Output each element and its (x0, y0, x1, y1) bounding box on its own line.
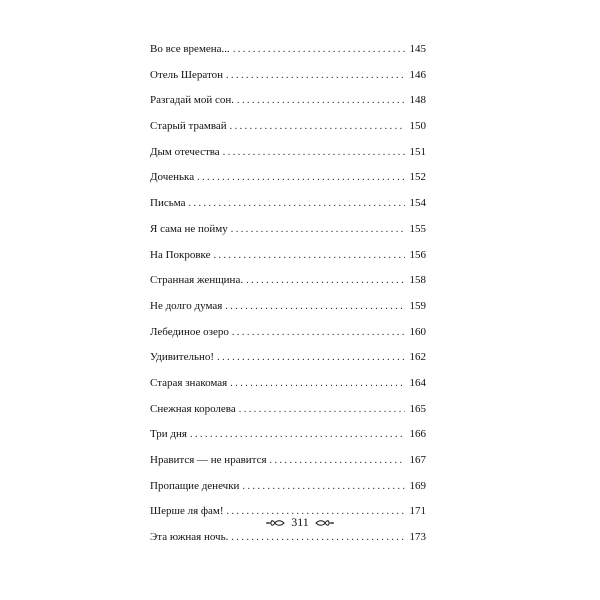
toc-entry-page: 148 (409, 94, 426, 107)
toc-entry-page: 159 (409, 299, 426, 312)
toc-entry-title: Лебединое озеро (150, 325, 229, 338)
toc-entry-page: 167 (409, 454, 426, 466)
toc-entry-page: 146 (409, 68, 426, 81)
dot-leader (230, 114, 405, 140)
toc-entry (150, 63, 426, 89)
page-footer (0, 515, 600, 530)
toc-entry-title: Шерше ля фам! (150, 505, 224, 518)
toc-entry-page: 145 (409, 43, 426, 55)
toc-entry-title: Три дня (150, 428, 187, 441)
page-number: 311 (291, 515, 309, 529)
fleuron-left-icon (265, 518, 285, 528)
toc-entry-page: 154 (409, 197, 426, 210)
dot-leader (214, 243, 405, 269)
dot-leader (189, 191, 406, 217)
toc-entry-page: 171 (409, 505, 426, 518)
toc-entry-page: 165 (409, 402, 426, 415)
dot-leader (230, 371, 405, 397)
toc-entry (150, 88, 426, 114)
toc-entry-title: Нравится — не нравится (150, 454, 267, 466)
dot-leader (239, 397, 405, 423)
table-of-contents (150, 37, 426, 551)
toc-entry-page: 158 (409, 274, 426, 287)
toc-entry-title: Во все времена... (150, 43, 230, 55)
toc-entry-page: 164 (409, 376, 426, 389)
toc-entry-page: 162 (409, 351, 426, 364)
dot-leader (270, 448, 405, 474)
toc-entry (150, 345, 426, 371)
toc-entry-page: 173 (409, 531, 426, 544)
toc-entry-title: Странная женщина. (150, 274, 244, 287)
toc-entry-page: 169 (409, 479, 426, 492)
toc-entry-title: Старая знакомая (150, 376, 228, 389)
dot-leader (225, 294, 405, 320)
toc-entry-title: Удивительно! (150, 351, 215, 364)
dot-leader (246, 268, 405, 294)
toc-entry-title: Снежная королева (150, 402, 236, 415)
fleuron-right-icon (315, 518, 335, 528)
toc-entry-page: 166 (409, 428, 426, 441)
toc-entry-title: Дым отечества (150, 145, 220, 158)
toc-entry-page: 155 (409, 222, 426, 235)
toc-entry-title: Письма (150, 197, 186, 210)
toc-entry (150, 397, 426, 423)
toc-entry-title: Пропащие денечки (150, 479, 240, 492)
toc-entry (150, 217, 426, 243)
dot-leader (217, 345, 405, 371)
dot-leader (232, 320, 405, 346)
toc-entry-page: 152 (409, 171, 426, 184)
toc-entry (150, 37, 426, 63)
toc-entry (150, 320, 426, 346)
toc-entry (150, 422, 426, 448)
dot-leader (242, 474, 405, 500)
toc-entry-page: 160 (409, 325, 426, 338)
toc-entry (150, 191, 426, 217)
toc-entry (150, 448, 426, 474)
dot-leader (237, 88, 405, 114)
dot-leader (197, 165, 405, 191)
toc-entry (150, 294, 426, 320)
dot-leader (233, 37, 405, 63)
toc-entry-title: Старый трамвай (150, 120, 227, 133)
dot-leader (223, 140, 405, 166)
toc-entry (150, 165, 426, 191)
toc-entry (150, 140, 426, 166)
toc-entry-title: Разгадай мой сон. (150, 94, 234, 107)
dot-leader (231, 217, 405, 243)
toc-entry-title: Не долго думая (150, 299, 223, 312)
toc-entry-page: 156 (409, 248, 426, 261)
toc-entry-title: На Покровке (150, 248, 211, 261)
toc-entry-page: 151 (409, 145, 426, 158)
toc-entry (150, 474, 426, 500)
toc-entry-title: Я сама не пойму (150, 222, 228, 235)
toc-entry (150, 114, 426, 140)
toc-entry-title: Эта южная ночь. (150, 531, 229, 544)
toc-entry-title: Доченька (150, 171, 195, 184)
toc-entry (150, 243, 426, 269)
toc-entry (150, 371, 426, 397)
dot-leader (190, 422, 405, 448)
toc-entry (150, 268, 426, 294)
dot-leader (226, 63, 405, 89)
toc-entry-page: 150 (409, 120, 426, 133)
toc-entry-title: Отель Шератон (150, 68, 224, 81)
